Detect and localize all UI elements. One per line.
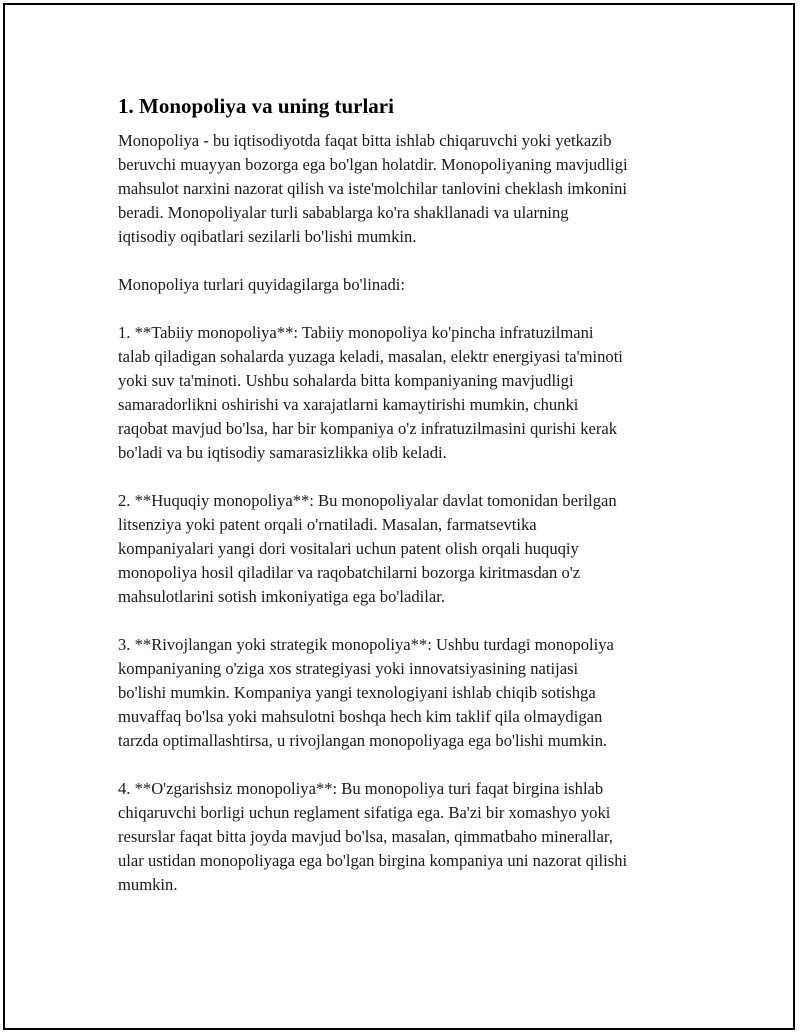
intro-paragraph — [118, 129, 686, 249]
text-line: muvaffaq bo'lsa yoki mahsulotni boshqa hech kim taklif qila olmaydigan — [118, 707, 603, 726]
legal-monopoly-paragraph — [118, 489, 686, 609]
text-line: mumkin. — [118, 875, 178, 894]
text-line: 3. **Rivojlangan yoki strategik monopoliya**: Ushbu turdagi monopoliya — [118, 635, 614, 654]
text-line: kompaniyalari yangi dori vositalari uchun patent olish orqali huquqiy — [118, 539, 579, 558]
types-intro-paragraph — [118, 273, 686, 297]
text-line: 1. **Tabiiy monopoliya**: Tabiiy monopoliya ko'pincha infratuzilmani — [118, 323, 594, 342]
text-line: resurslar faqat bitta joyda mavjud bo'lsa, masalan, qimmatbaho minerallar, — [118, 827, 613, 846]
text-line: 4. **O'zgarishsiz monopoliya**: Bu monopoliya turi faqat birgina ishlab — [118, 779, 604, 798]
text-line: chiqaruvchi borligi uchun reglament sifatiga ega. Ba'zi bir xomashyo yoki — [118, 803, 611, 822]
document-body — [118, 92, 686, 921]
text-line: kompaniyaning o'ziga xos strategiyasi yoki innovatsiyasining natijasi — [118, 659, 579, 678]
text-line: samaradorlikni oshirishi va xarajatlarni kamaytirishi mumkin, chunki — [118, 395, 579, 414]
unchanging-monopoly-paragraph — [118, 777, 686, 897]
text-line: Monopoliya - bu iqtisodiyotda faqat bitta ishlab chiqaruvchi yoki yetkazib — [118, 131, 612, 150]
text-line: beruvchi muayyan bozorga ega bo'lgan holatdir. Monopoliyaning mavjudligi — [118, 155, 628, 174]
text-line: ular ustidan monopoliyaga ega bo'lgan birgina kompaniya uni nazorat qilishi — [118, 851, 628, 870]
text-line: beradi. Monopoliyalar turli sabablarga ko'ra shakllanadi va ularning — [118, 203, 569, 222]
strategic-monopoly-paragraph — [118, 633, 686, 753]
text-line: bo'lishi mumkin. Kompaniya yangi texnologiyani ishlab chiqib sotishga — [118, 683, 596, 702]
text-line: tarzda optimallashtirsa, u rivojlangan monopoliyaga ega bo'lishi mumkin. — [118, 731, 608, 750]
text-line: bo'ladi va bu iqtisodiy samarasizlikka olib keladi. — [118, 443, 447, 462]
text-line: raqobat mavjud bo'lsa, har bir kompaniya o'z infratuzilmasini qurishi kerak — [118, 419, 618, 438]
text-line: monopoliya hosil qiladilar va raqobatchilarni bozorga kiritmasdan o'z — [118, 563, 581, 582]
text-line: 2. **Huquqiy monopoliya**: Bu monopoliyalar davlat tomonidan berilgan — [118, 491, 617, 510]
text-line: yoki suv ta'minoti. Ushbu sohalarda bitta kompaniyaning mavjudligi — [118, 371, 574, 390]
text-line: iqtisodiy oqibatlari sezilarli bo'lishi mumkin. — [118, 227, 417, 246]
natural-monopoly-paragraph — [118, 321, 686, 465]
text-line: mahsulot narxini nazorat qilish va iste'molchilar tanlovini cheklash imkonini — [118, 179, 627, 198]
text-line: mahsulotlarini sotish imkoniyatiga ega bo'ladilar. — [118, 587, 445, 606]
text-line: litsenziya yoki patent orqali o'rnatiladi. Masalan, farmatsevtika — [118, 515, 537, 534]
page-title: 1. Monopoliya va uning turlari — [118, 94, 394, 118]
text-line: talab qiladigan sohalarda yuzaga keladi, masalan, elektr energiyasi ta'minoti — [118, 347, 623, 366]
text-line: Monopoliya turlari quyidagilarga bo'linadi: — [118, 275, 406, 294]
